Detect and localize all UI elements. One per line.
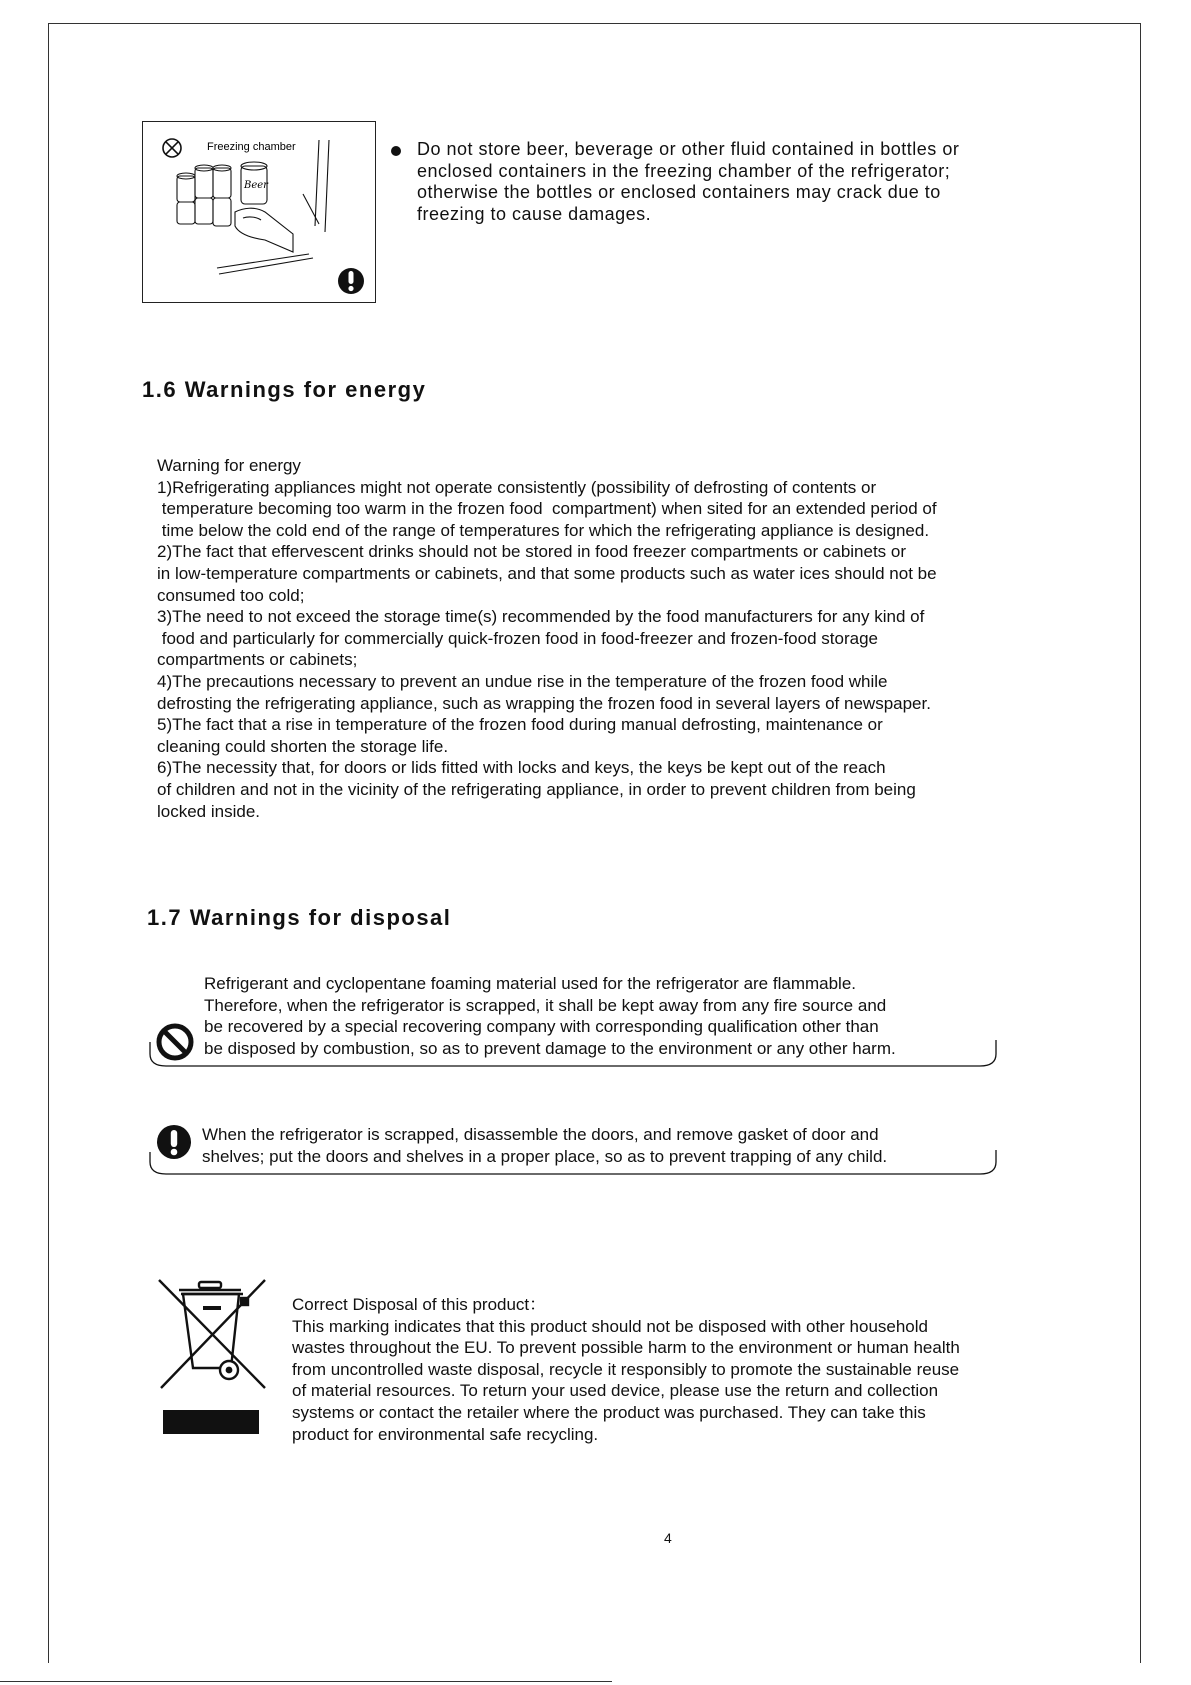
page-border-right	[1140, 23, 1141, 1663]
energy-line: 4)The precautions necessary to prevent an undue rise in the temperature of the frozen food while	[157, 671, 888, 691]
section-heading-energy: 1.6 Warnings for energy	[142, 377, 427, 402]
energy-line: of children and not in the vicinity of the refrigerating appliance, in order to prevent children from being	[157, 779, 916, 799]
flammable-line: be disposed by combustion, so as to prevent damage to the environment or any other harm.	[204, 1038, 896, 1058]
energy-line: locked inside.	[157, 801, 261, 821]
disposal-line: systems or contact the retailer where the product was purchased. They can take this	[292, 1402, 926, 1422]
bottles-drawing	[177, 140, 329, 274]
bullet-icon	[391, 146, 401, 156]
flammable-line: be recovered by a special recovering company with corresponding qualification other than	[204, 1017, 879, 1037]
child-warning-line: When the refrigerator is scrapped, disassemble the doors, and remove gasket of door and	[202, 1125, 879, 1144]
energy-line: 3)The need to not exceed the storage time(s) recommended by the food manufacturers for any kind of	[157, 607, 925, 627]
child-warning-text	[202, 1124, 1022, 1167]
correct-disposal-text	[292, 1294, 1072, 1445]
energy-line: defrosting the refrigerating appliance, such as wrapping the frozen food in several layers of newspaper.	[157, 693, 931, 713]
page-border-bottom	[0, 1681, 612, 1682]
beer-warning-text	[417, 139, 1037, 225]
disposal-line: of material resources. To return your used device, please use the return and collection	[292, 1381, 939, 1401]
beer-warning-line: enclosed containers in the freezing chamber of the refrigerator;	[417, 160, 951, 181]
child-warning-line: shelves; put the doors and shelves in a proper place, so as to prevent trapping of any child.	[202, 1146, 888, 1166]
energy-line: 6)The necessity that, for doors or lids fitted with locks and keys, the keys be kept out of the reach	[157, 758, 886, 778]
flammable-line: Therefore, when the refrigerator is scrapped, it shall be kept away from any fire source and	[204, 995, 887, 1015]
flammable-line: Refrigerant and cyclopentane foaming material used for the refrigerator are flammable.	[204, 974, 857, 993]
disposal-line: product for environmental safe recycling.	[292, 1424, 599, 1444]
disposal-line: wastes throughout the EU. To prevent possible harm to the environment or human health	[292, 1338, 960, 1358]
section-heading-disposal: 1.7 Warnings for disposal	[147, 905, 452, 930]
disposal-line: from uncontrolled waste disposal, recycle it responsibly to promote the sustainable reuse	[292, 1359, 960, 1379]
energy-line: temperature becoming too warm in the frozen food compartment) when sited for an extended period of	[157, 499, 937, 519]
energy-line: Warning for energy	[157, 456, 301, 475]
energy-line: 5)The fact that a rise in temperature of the frozen food during manual defrosting, maintenance or	[157, 715, 883, 735]
energy-line: consumed too cold;	[157, 585, 305, 605]
energy-line: 1)Refrigerating appliances might not operate consistently (possibility of defrosting of contents or	[157, 477, 877, 497]
energy-warning-text	[157, 455, 1057, 822]
beer-warning-line: Do not store beer, beverage or other fluid contained in bottles or	[417, 139, 960, 159]
disposal-line: Correct Disposal of this product：	[292, 1295, 547, 1314]
energy-line: food and particularly for commercially quick-frozen food in food-freezer and frozen-food storage	[157, 628, 878, 648]
weee-black-bar	[163, 1410, 259, 1434]
crossed-out-wheelie-bin-icon	[155, 1276, 271, 1392]
disposal-line: This marking indicates that this product should not be disposed with other household	[292, 1316, 928, 1336]
energy-line: compartments or cabinets;	[157, 650, 358, 670]
page-number: 4	[664, 1530, 672, 1546]
prohibited-icon	[163, 139, 181, 157]
energy-line: time below the cold end of the range of temperatures for which the refrigerating appliance is designed.	[157, 520, 930, 540]
energy-line: in low-temperature compartments or cabinets, and that some products such as water ices should not be	[157, 563, 937, 583]
flammable-warning-text	[204, 973, 1024, 1059]
page-border-top	[48, 23, 1141, 24]
beer-warning-line: freezing to cause damages.	[417, 203, 652, 224]
energy-line: 2)The fact that effervescent drinks should not be stored in food freezer compartments or cabinets or	[157, 542, 907, 562]
beer-can-label: Beer	[244, 180, 268, 191]
page-border-left	[48, 23, 49, 1663]
beer-warning-line: otherwise the bottles or enclosed containers may crack due to	[417, 182, 941, 202]
figure-label: Freezing chamber	[207, 141, 296, 153]
freezing-chamber-drawing	[143, 122, 375, 302]
freezing-chamber-illustration	[142, 121, 376, 303]
exclamation-icon	[338, 268, 364, 294]
energy-line: cleaning could shorten the storage life.	[157, 736, 449, 756]
